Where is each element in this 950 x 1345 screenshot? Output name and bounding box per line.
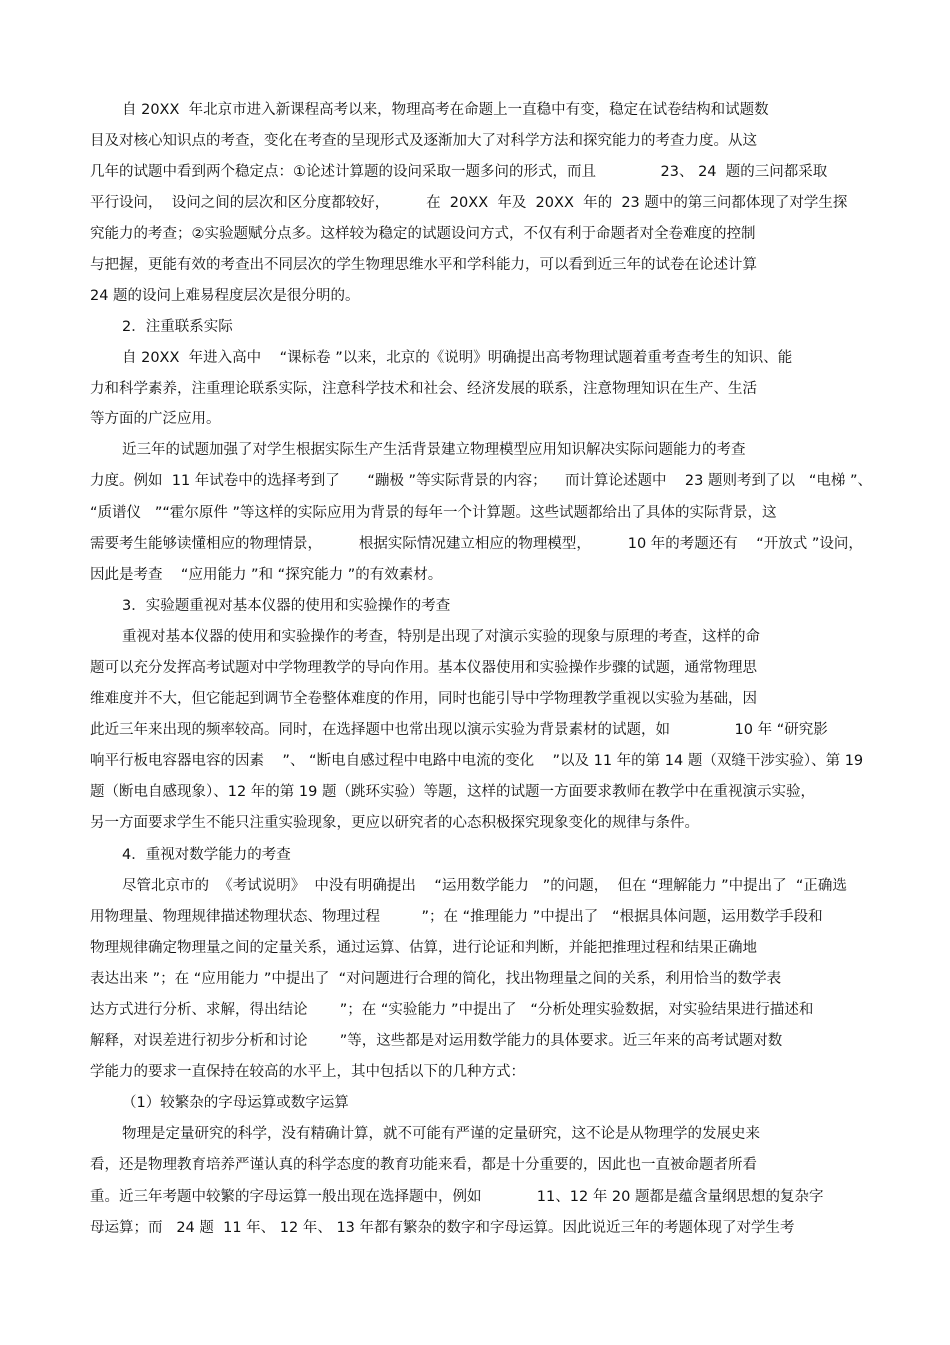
text-line: 24 题的设问上难易程度层次是很分明的。	[90, 288, 360, 304]
text-line: 解释，对误差进行初步分析和讨论 ”等，这些都是对运用数学能力的具体要求。近三年来的高考试题对数	[90, 1033, 783, 1049]
text-line: 物理是定量研究的科学，没有精确计算，就不可能有严谨的定量研究，这不论是从物理学的发展史来	[122, 1126, 760, 1142]
text-line: 响平行板电容器电容的因素 ”、 “断电自感过程中电路中电流的变化 ”以及 11 年的第 14 题（双缝干涉实验）、第 19	[90, 753, 864, 769]
text-line: 另一方面要求学生不能只注重实验现象，更应以研究者的心态积极探究现象变化的规律与条件。	[90, 815, 699, 831]
text-line: 重视对基本仪器的使用和实验操作的考查，特别是出现了对演示实验的现象与原理的考查，这样的命	[122, 629, 760, 645]
section-heading: 2．注重联系实际	[122, 319, 233, 335]
text-line: 与把握，更能有效的考查出不同层次的学生物理思维水平和学科能力，可以看到近三年的试卷在论述计算	[90, 257, 757, 273]
text-line: 重。近三年考题中较繁的字母运算一般出现在选择题中，例如 11、12 年 20 题都是蕴含量纲思想的复杂字	[90, 1189, 824, 1205]
text-line: 尽管北京市的 《考试说明》 中没有明确提出 “运用数学能力 ”的问题， 但在 “理解能力 ”中提出了 “正确选	[122, 878, 847, 894]
subsection-heading: （1）较繁杂的字母运算或数字运算	[122, 1095, 349, 1111]
text-line: 等方面的广泛应用。	[90, 411, 221, 427]
text-line: 此近三年来出现的频率较高。同时，在选择题中也常出现以演示实验为背景素材的试题，如 10 年 “研究影	[90, 722, 828, 738]
section-heading: 4．重视对数学能力的考查	[122, 847, 291, 863]
text-line: 达方式进行分析、求解，得出结论 ”；在 “实验能力 ”中提出了 “分析处理实验数据，对实验结果进行描述和	[90, 1002, 814, 1018]
text-line: 究能力的考查；②实验题赋分点多。这样较为稳定的试题设问方式，不仅有利于命题者对全卷难度的控制	[90, 226, 756, 242]
text-line: 几年的试题中看到两个稳定点：①论述计算题的设问采取一题多问的形式，而且 23、 24 题的三问都采取	[90, 164, 828, 180]
text-line: 需要考生能够读懂相应的物理情景， 根据实际情况建立相应的物理模型， 10 年的考题还有 “开放式 ”设问，	[90, 536, 863, 552]
text-line: 自 20XX 年进入高中 “课标卷 ”以来，北京的《说明》明确提出高考物理试题着重考查考生的知识、能	[122, 350, 793, 366]
text-line: 因此是考查 “应用能力 ”和 “探究能力 ”的有效素材。	[90, 567, 443, 583]
text-line: 物理规律确定物理量之间的定量关系，通过运算、估算，进行论证和判断，并能把推理过程和结果正确地	[90, 940, 757, 956]
text-line: 表达出来 ”；在 “应用能力 ”中提出了 “对问题进行合理的简化，找出物理量之间的关系，利用恰当的数学表	[90, 971, 782, 987]
text-line: 看，还是物理教育培养严谨认真的科学态度的教育功能来看，都是十分重要的，因此也一直被命题者所看	[90, 1157, 757, 1173]
text-line: 力度。例如 11 年试卷中的选择考到了 “蹦极 ”等实际背景的内容； 而计算论述题中 23 题则考到了以 “电梯 ”、	[90, 473, 872, 489]
text-line: 目及对核心知识点的考查，变化在考查的呈现形式及逐渐加大了对科学方法和探究能力的考查力度。从这	[90, 133, 757, 149]
text-line: 维难度并不大，但它能起到调节全卷整体难度的作用，同时也能引导中学物理教学重视以实验为基础，因	[90, 691, 757, 707]
text-line: 平行设问， 设问之间的层次和区分度都较好， 在 20XX 年及 20XX 年的 23 题中的第三问都体现了对学生探	[90, 195, 848, 211]
text-line: 用物理量、物理规律描述物理状态、物理过程 ”；在 “推理能力 ”中提出了 “根据具体问题，运用数学手段和	[90, 909, 823, 925]
text-line: 母运算；而 24 题 11 年、 12 年、 13 年都有繁杂的数字和字母运算。因此说近三年的考题体现了对学生考	[90, 1220, 795, 1236]
text-line: 自 20XX 年北京市进入新课程高考以来，物理高考在命题上一直稳中有变，稳定在试卷结构和试题数	[122, 102, 769, 118]
text-line: “质谱仪 ”“霍尔原件 ”等这样的实际应用为背景的每年一个计算题。这些试题都给出了具体的实际背景，这	[90, 505, 777, 521]
text-line: 力和科学素养，注重理论联系实际，注意科学技术和社会、经济发展的联系，注意物理知识在生产、生活	[90, 381, 757, 397]
text-line: 题可以充分发挥高考试题对中学物理教学的导向作用。基本仪器使用和实验操作步骤的试题，通常物理思	[90, 660, 757, 676]
text-line: 学能力的要求一直保持在较高的水平上，其中包括以下的几种方式：	[90, 1064, 525, 1080]
text-line: 题（断电自感现象）、12 年的第 19 题（跳环实验）等题，这样的试题一方面要求教师在教学中在重视演示实验，	[90, 784, 815, 800]
text-line: 近三年的试题加强了对学生根据实际生产生活背景建立物理模型应用知识解决实际问题能力的考查	[122, 442, 746, 458]
section-heading: 3．实验题重视对基本仪器的使用和实验操作的考查	[122, 598, 451, 614]
